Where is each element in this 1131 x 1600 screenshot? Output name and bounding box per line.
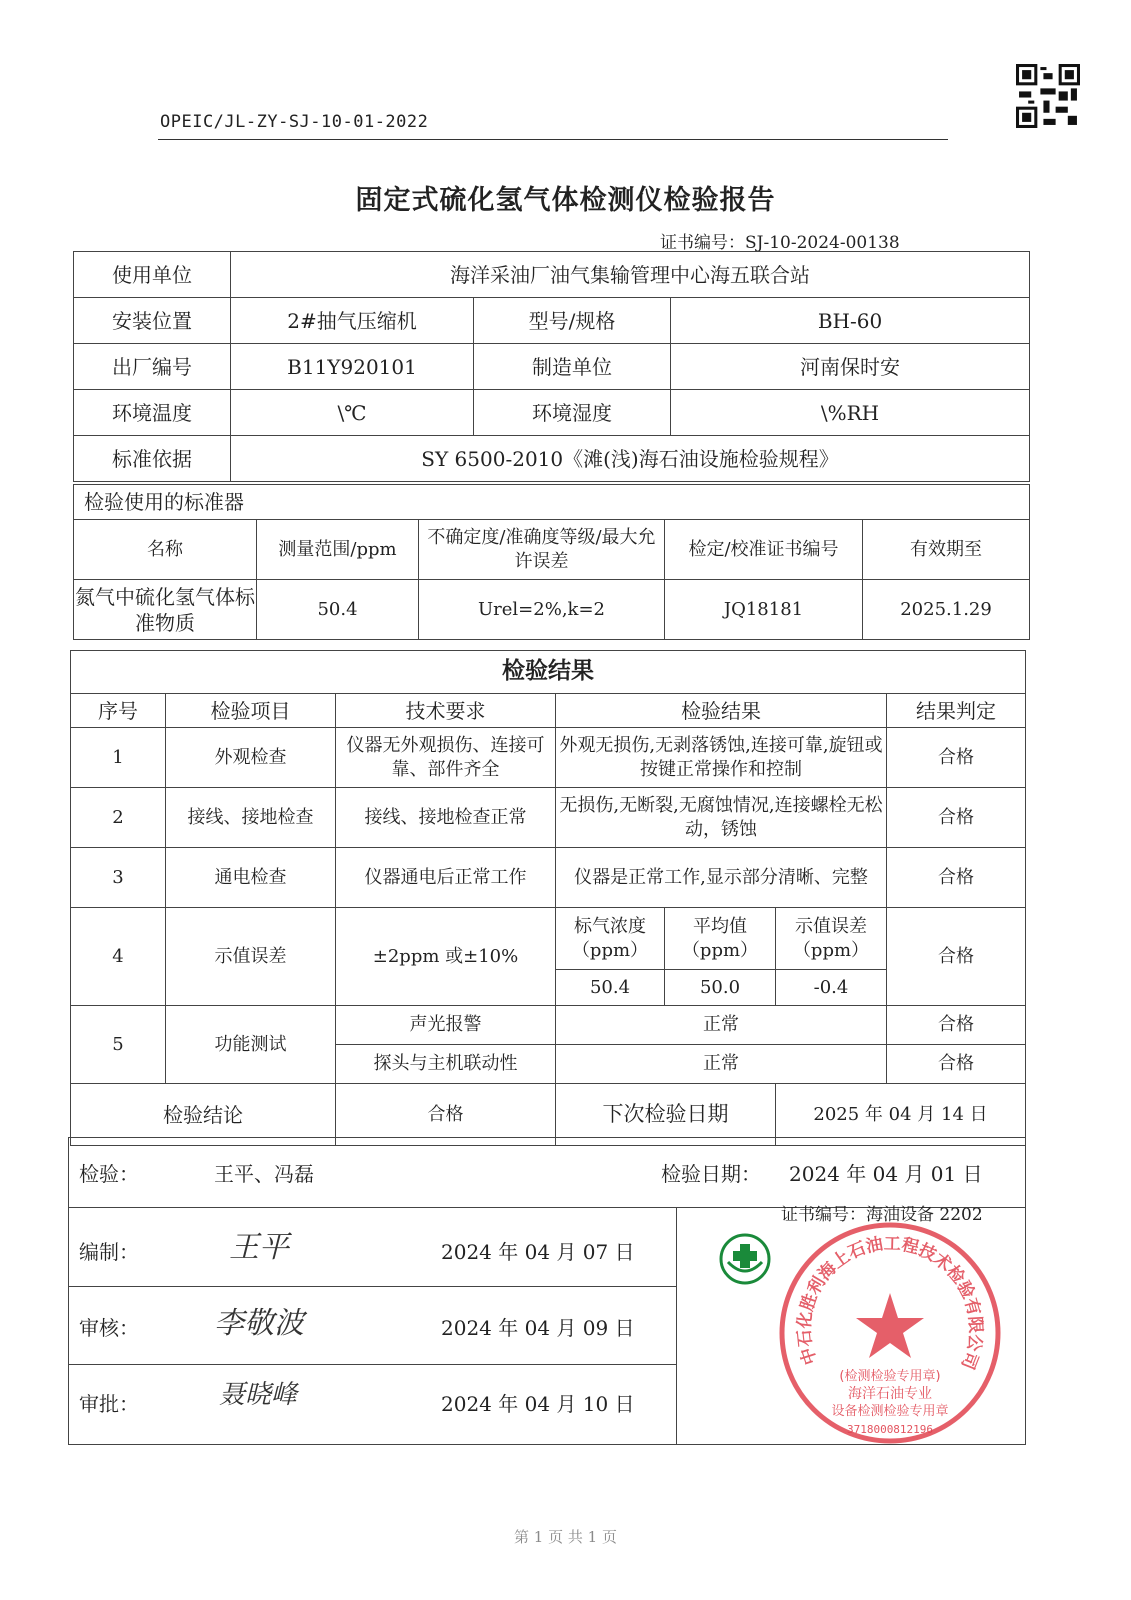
temp-label: 环境温度 xyxy=(74,390,231,436)
sub-value-avg: 50.0 xyxy=(665,970,776,1006)
stamp-use-text: (检测检验专用章) xyxy=(839,1369,941,1384)
sub-value-err: -0.4 xyxy=(776,970,887,1006)
review-label: 审核： xyxy=(79,1316,139,1340)
row-item: 功能测试 xyxy=(166,1006,336,1084)
next-date-label: 下次检验日期 xyxy=(556,1084,776,1146)
row-result: 仪器是正常工作,显示部分清晰、完整 xyxy=(556,848,887,908)
res-header-no: 序号 xyxy=(71,694,166,728)
review-signature: 李敬波 xyxy=(214,1306,304,1341)
row-result: 正常 xyxy=(556,1045,887,1084)
row-req: 仪器无外观损伤、连接可靠、部件齐全 xyxy=(336,728,556,788)
results-section-title: 检验结果 xyxy=(71,651,1026,694)
compile-label: 编制： xyxy=(79,1240,139,1264)
row-req: 仪器通电后正常工作 xyxy=(336,848,556,908)
inspector-names: 王平、冯磊 xyxy=(214,1162,314,1186)
row-req: 探头与主机联动性 xyxy=(336,1045,556,1084)
serial-value: B11Y920101 xyxy=(231,344,474,390)
row-result: 外观无损伤,无剥落锈蚀,连接可靠,旋钮或按键正常操作和控制 xyxy=(556,728,887,788)
next-date-value: 2025 年 04 月 14 日 xyxy=(776,1084,1026,1146)
compile-signature: 王平 xyxy=(229,1230,289,1265)
standard-instrument-table xyxy=(73,484,1030,640)
approve-label: 审批： xyxy=(79,1392,139,1416)
inspection-date: 2024 年 04 月 01 日 xyxy=(789,1162,983,1186)
std-header-range: 测量范围/ppm xyxy=(257,520,419,580)
humid-value: \%RH xyxy=(671,390,1030,436)
sub-header-conc: 标气浓度（ppm） xyxy=(556,908,665,970)
row-no: 3 xyxy=(71,848,166,908)
row-result: 正常 xyxy=(556,1006,887,1045)
certificate-number: 证书编号：SJ-10-2024-00138 xyxy=(660,233,900,253)
location-value: 2#抽气压缩机 xyxy=(231,298,474,344)
maker-value: 河南保时安 xyxy=(671,344,1030,390)
row-req: 接线、接地检查正常 xyxy=(336,788,556,848)
row-item: 外观检查 xyxy=(166,728,336,788)
row-no: 4 xyxy=(71,908,166,1006)
std-header-uncertainty: 不确定度/准确度等级/最大允许误差 xyxy=(419,520,665,580)
humid-label: 环境湿度 xyxy=(474,390,671,436)
document-code: OPEIC/JL-ZY-SJ-10-01-2022 xyxy=(160,112,429,132)
review-date: 2024 年 04 月 09 日 xyxy=(441,1316,635,1340)
conclusion-label: 检验结论 xyxy=(71,1084,336,1146)
model-label: 型号/规格 xyxy=(474,298,671,344)
stamp-code: 3718000812196 xyxy=(846,1423,934,1436)
approve-date: 2024 年 04 月 10 日 xyxy=(441,1392,635,1416)
maker-label: 制造单位 xyxy=(474,344,671,390)
stamp-line-1: 海洋石油专业 xyxy=(848,1386,932,1402)
temp-value: \℃ xyxy=(231,390,474,436)
row-no: 1 xyxy=(71,728,166,788)
serial-label: 出厂编号 xyxy=(74,344,231,390)
row-req: ±2ppm 或±10% xyxy=(336,908,556,1006)
row-result: 无损伤,无断裂,无腐蚀情况,连接螺栓无松动，锈蚀 xyxy=(556,788,887,848)
inspection-date-label: 检验日期： xyxy=(661,1162,761,1186)
res-header-judge: 结果判定 xyxy=(887,694,1026,728)
standard-label: 标准依据 xyxy=(74,436,231,482)
row-req: 声光报警 xyxy=(336,1006,556,1045)
sub-value-conc: 50.4 xyxy=(556,970,665,1006)
std-header-validity: 有效期至 xyxy=(863,520,1030,580)
sub-header-avg: 平均值（ppm） xyxy=(665,908,776,970)
standards-section-title: 检验使用的标准器 xyxy=(74,485,1030,520)
row-judge: 合格 xyxy=(887,908,1026,1006)
std-header-name: 名称 xyxy=(74,520,257,580)
unit-value: 海洋采油厂油气集输管理中心海五联合站 xyxy=(231,252,1030,298)
qr-code-icon xyxy=(1016,64,1080,128)
std-header-cert: 检定/校准证书编号 xyxy=(665,520,863,580)
standard-value: SY 6500-2010《滩(浅)海石油设施检验规程》 xyxy=(231,436,1030,482)
stamp-ring-text: 中石化胜利海上石油工程技术检验有限公司 xyxy=(794,1234,986,1372)
official-seal-icon xyxy=(775,1218,1005,1448)
std-range: 50.4 xyxy=(257,580,419,640)
page-footer: 第 1 页 共 1 页 xyxy=(514,1528,617,1546)
row-no: 2 xyxy=(71,788,166,848)
approve-signature: 聂晓峰 xyxy=(219,1380,298,1410)
stamp-line-2: 设备检测检验专用章 xyxy=(831,1404,949,1419)
std-validity: 2025.1.29 xyxy=(863,580,1030,640)
report-title: 固定式硫化氢气体检测仪检验报告 xyxy=(355,185,776,216)
compile-date: 2024 年 04 月 07 日 xyxy=(441,1240,635,1264)
row-item: 通电检查 xyxy=(166,848,336,908)
safety-cross-emblem-icon xyxy=(718,1232,772,1286)
res-header-req: 技术要求 xyxy=(336,694,556,728)
unit-label: 使用单位 xyxy=(74,252,231,298)
std-name: 氮气中硫化氢气体标准物质 xyxy=(74,580,257,640)
header-rule xyxy=(158,139,948,140)
model-value: BH-60 xyxy=(671,298,1030,344)
inspector-label: 检验： xyxy=(79,1162,139,1186)
row-judge: 合格 xyxy=(887,848,1026,908)
row-judge: 合格 xyxy=(887,1045,1026,1084)
row-judge: 合格 xyxy=(887,788,1026,848)
row-judge: 合格 xyxy=(887,1006,1026,1045)
row-item: 示值误差 xyxy=(166,908,336,1006)
row-item: 接线、接地检查 xyxy=(166,788,336,848)
row-no: 5 xyxy=(71,1006,166,1084)
conclusion-value: 合格 xyxy=(336,1084,556,1146)
sub-header-err: 示值误差（ppm） xyxy=(776,908,887,970)
stamp-cert-number: 证书编号：海油设备 2202 xyxy=(781,1205,983,1225)
std-uncertainty: Urel=2%,k=2 xyxy=(419,580,665,640)
results-table xyxy=(70,650,1026,1146)
basic-info-table xyxy=(73,251,1030,482)
res-header-item: 检验项目 xyxy=(166,694,336,728)
std-cert: JQ18181 xyxy=(665,580,863,640)
location-label: 安装位置 xyxy=(74,298,231,344)
res-header-result: 检验结果 xyxy=(556,694,887,728)
row-judge: 合格 xyxy=(887,728,1026,788)
